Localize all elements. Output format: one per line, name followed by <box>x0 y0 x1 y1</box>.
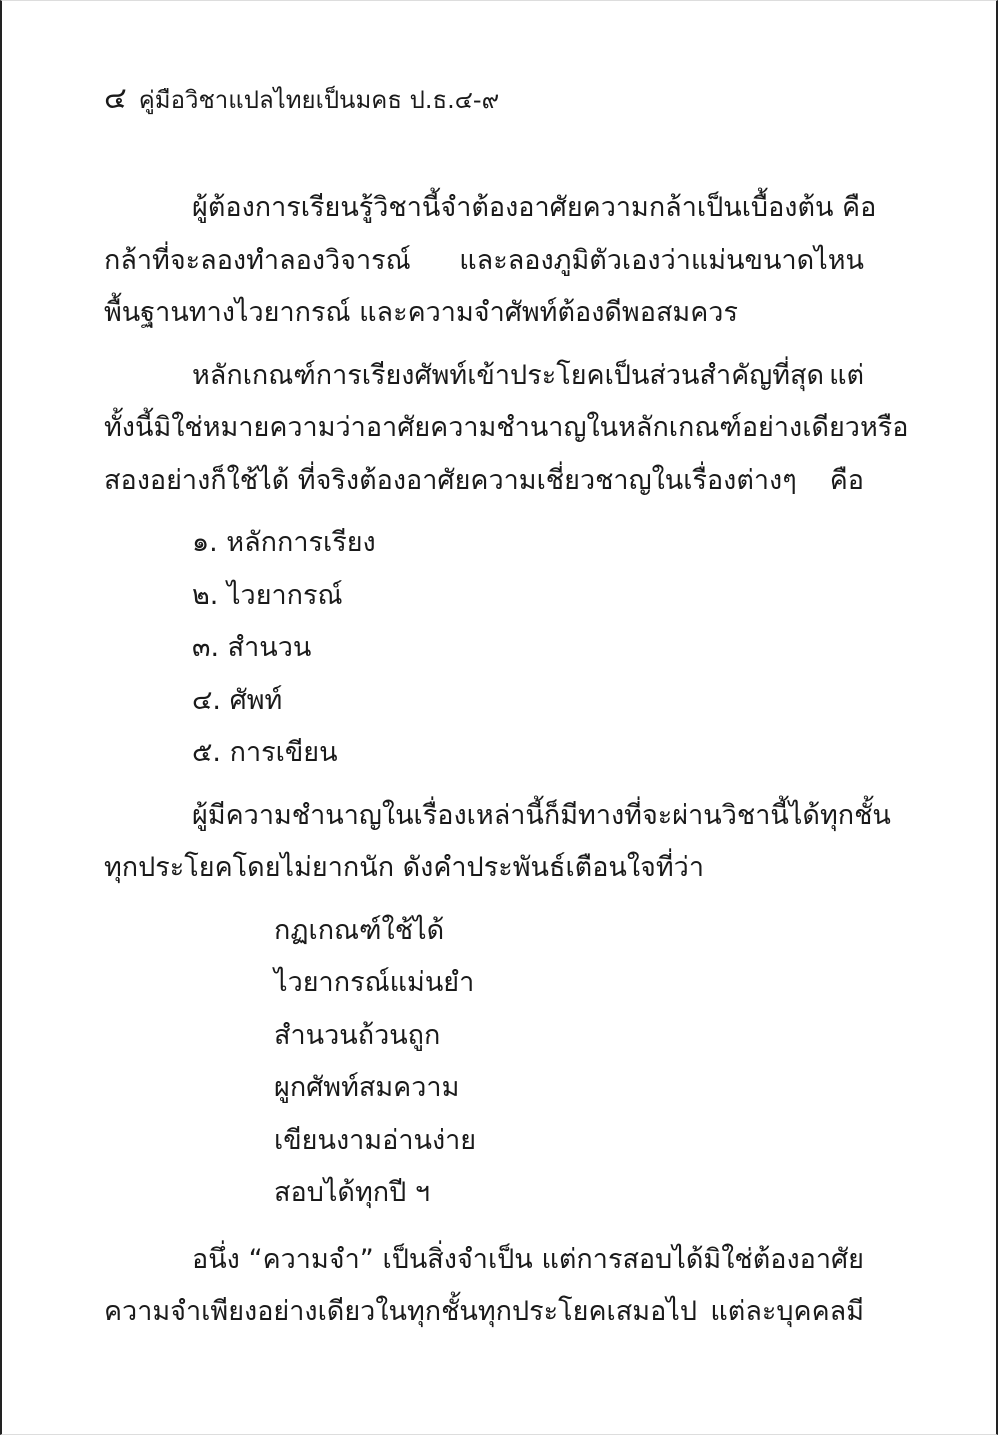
paragraph-4 <box>104 1234 864 1339</box>
list-item: ๓. สำนวน <box>192 632 312 663</box>
paragraph-3 <box>104 790 891 895</box>
paragraph-line: ผู้มีความชำนาญในเรื่องเหล่านี้ ก็มีทางที่จะผ่านวิชานี้ได้ทุกชั้น <box>192 799 891 831</box>
verse-line: สอบได้ทุกปี ฯ <box>274 1177 430 1208</box>
paragraph-line: ทั้งนี้มิใช่หมายความว่าอาศัยความชำนาญในหลักเกณฑ์อย่างเดียว หรือ <box>104 412 909 443</box>
verse-line: ผูกศัพท์สมความ <box>274 1072 460 1103</box>
list-item: ๒. ไวยากรณ์ <box>192 579 343 611</box>
paragraph-line: ความจำเพียงอย่างเดียวในทุกชั้นทุกประโยคเสมอไป แต่ละบุคคลมี <box>104 1296 864 1327</box>
paragraph-line: ผู้ต้องการเรียนรู้วิชานี้ จำต้องอาศัยความกล้าเป็นเบื้องต้น คือ <box>192 192 877 223</box>
verse-line: สำนวนถ้วนถูก <box>274 1019 441 1051</box>
page-body <box>104 182 909 1339</box>
verse-line: ไวยากรณ์แม่นยำ <box>274 967 475 998</box>
list-item: ๔. ศัพท์ <box>192 684 283 716</box>
verse-line: กฏเกณฑ์ใช้ได้ <box>274 914 445 946</box>
book-title: คู่มือวิชาแปลไทยเป็นมคธ ป.ธ.๔-๙ <box>138 86 500 114</box>
paragraph-2 <box>104 350 909 508</box>
verse-block <box>104 905 864 1220</box>
paragraph-line: กล้าที่จะลองทำลองวิจารณ์ และลองภูมิตัวเองว่าแม่นขนาดไหน <box>104 244 864 276</box>
paragraph-line: สองอย่างก็ใช้ได้ ที่จริงต้องอาศัยความเชี่ยวชาญในเรื่องต่างๆ คือ <box>104 464 864 496</box>
list-item: ๑. หลักการเรียง <box>192 527 376 558</box>
list-item: ๕. การเขียน <box>192 737 338 768</box>
paragraph-1 <box>104 182 877 340</box>
paragraph-line: หลักเกณฑ์การเรียงศัพท์เข้าประโยคเป็นส่วนสำคัญที่สุด แต่ <box>192 359 864 391</box>
paragraph-line: พื้นฐานทางไวยากรณ์ และความจำศัพท์ต้องดีพอสมควร <box>104 297 738 328</box>
running-header <box>104 82 499 117</box>
page-number: ๔ <box>104 81 127 116</box>
verse-line: เขียนงามอ่านง่าย <box>274 1124 477 1156</box>
numbered-list <box>104 517 864 780</box>
paragraph-line: ทุกประโยคโดยไม่ยากนัก ดังคำประพันธ์เตือนใจที่ว่า <box>104 852 704 883</box>
paragraph-line: อนึ่ง “ความจำ” เป็นสิ่งจำเป็น แต่การสอบได้มิใช่ต้องอาศัย <box>192 1243 864 1275</box>
